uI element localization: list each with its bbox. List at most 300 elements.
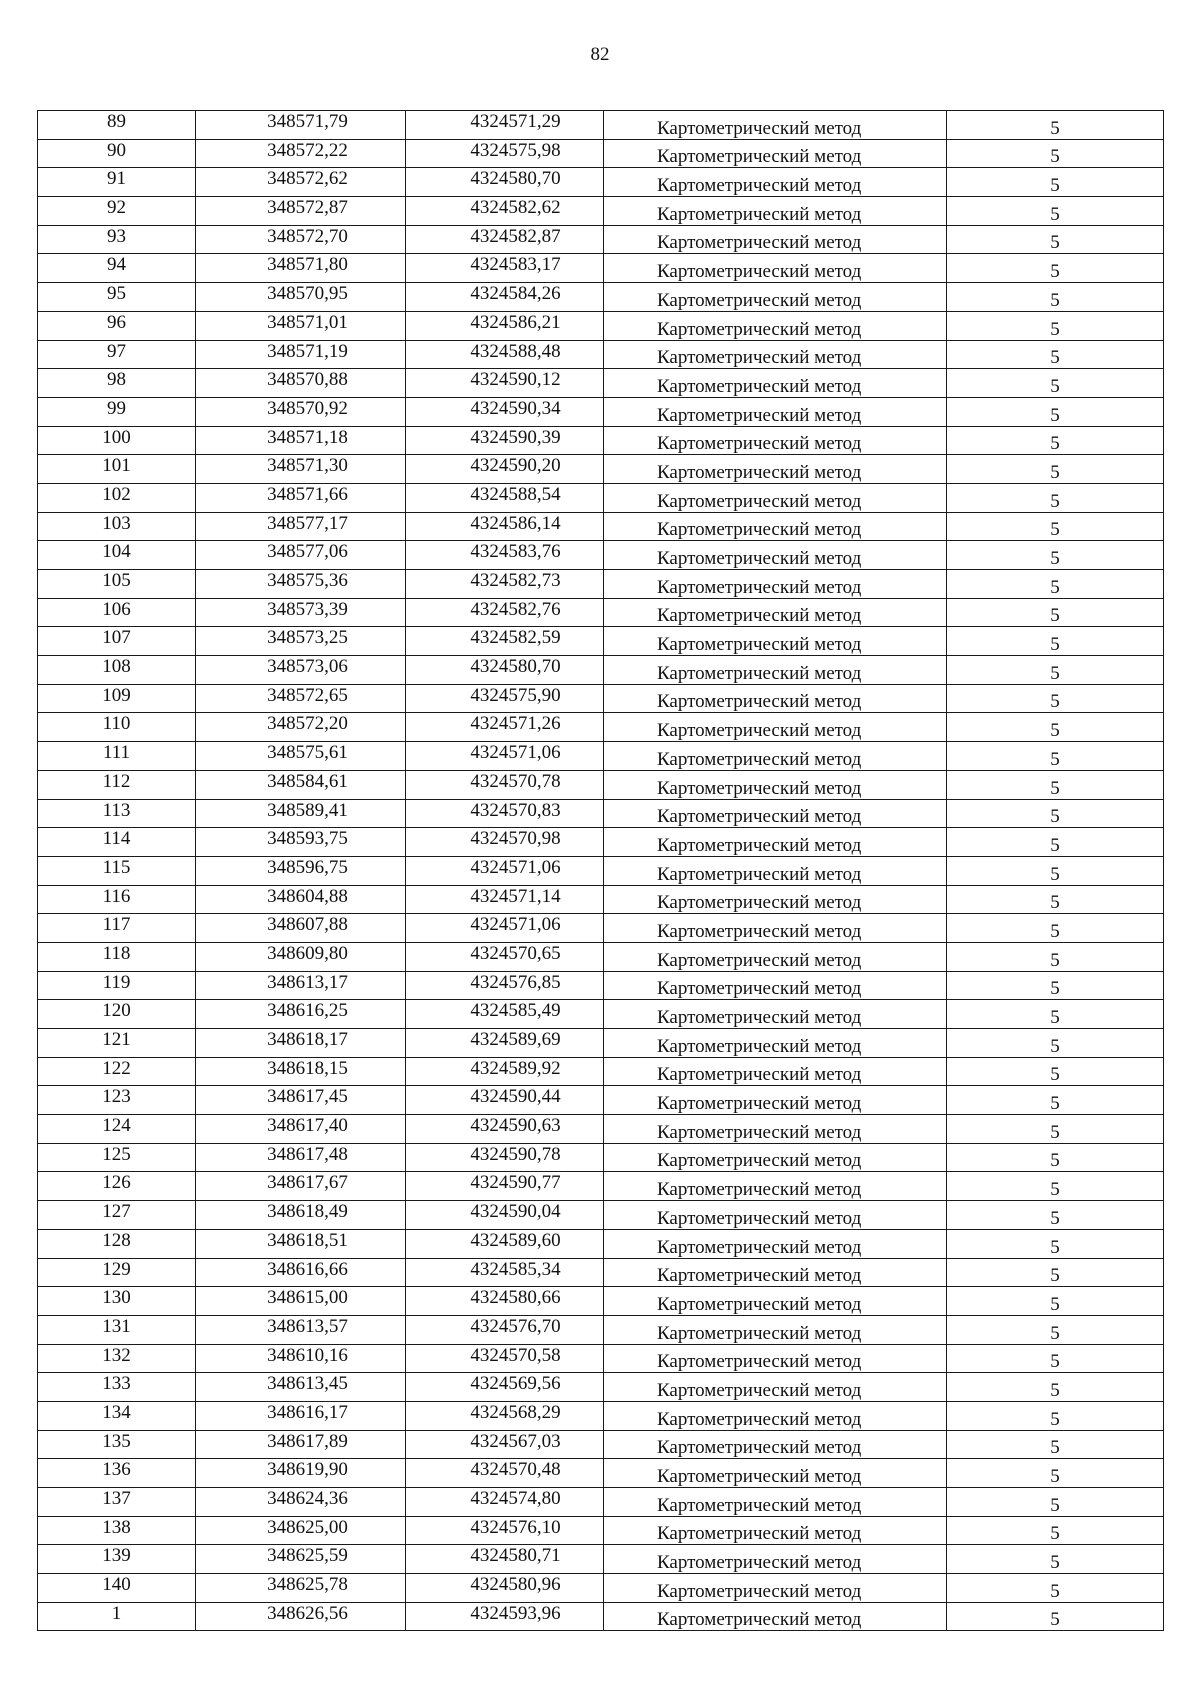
method-cell: Картометрический метод	[604, 225, 947, 254]
coordinates-table-body	[38, 111, 1164, 1631]
y-coordinate-cell: 4324590,77	[406, 1172, 604, 1201]
x-coordinate-cell: 348572,20	[196, 713, 406, 742]
table-row	[38, 1057, 1164, 1086]
method-cell: Картометрический метод	[604, 1057, 947, 1086]
method-cell: Картометрический метод	[604, 570, 947, 599]
x-coordinate-cell: 348618,49	[196, 1201, 406, 1230]
point-number-cell: 112	[38, 770, 196, 799]
point-number-cell: 108	[38, 656, 196, 685]
y-coordinate-cell: 4324571,29	[406, 111, 604, 140]
point-number-cell: 111	[38, 742, 196, 771]
y-coordinate-cell: 4324585,49	[406, 1000, 604, 1029]
method-cell: Картометрический метод	[604, 914, 947, 943]
accuracy-cell: 5	[947, 1315, 1164, 1344]
table-row	[38, 1115, 1164, 1144]
point-number-cell: 99	[38, 397, 196, 426]
accuracy-cell: 5	[947, 225, 1164, 254]
accuracy-cell: 5	[947, 111, 1164, 140]
accuracy-cell: 5	[947, 1602, 1164, 1631]
table-row	[38, 713, 1164, 742]
accuracy-cell: 5	[947, 1545, 1164, 1574]
method-cell: Картометрический метод	[604, 541, 947, 570]
x-coordinate-cell: 348613,57	[196, 1315, 406, 1344]
point-number-cell: 103	[38, 512, 196, 541]
method-cell: Картометрический метод	[604, 139, 947, 168]
accuracy-cell: 5	[947, 197, 1164, 226]
table-row	[38, 684, 1164, 713]
method-cell: Картометрический метод	[604, 627, 947, 656]
x-coordinate-cell: 348571,19	[196, 340, 406, 369]
method-cell: Картометрический метод	[604, 1459, 947, 1488]
x-coordinate-cell: 348626,56	[196, 1602, 406, 1631]
point-number-cell: 132	[38, 1344, 196, 1373]
method-cell: Картометрический метод	[604, 512, 947, 541]
y-coordinate-cell: 4324580,66	[406, 1287, 604, 1316]
accuracy-cell: 5	[947, 770, 1164, 799]
coordinates-table	[37, 110, 1164, 1631]
x-coordinate-cell: 348624,36	[196, 1488, 406, 1517]
point-number-cell: 115	[38, 856, 196, 885]
table-row	[38, 570, 1164, 599]
table-row	[38, 1602, 1164, 1631]
method-cell: Картометрический метод	[604, 1602, 947, 1631]
accuracy-cell: 5	[947, 942, 1164, 971]
method-cell: Картометрический метод	[604, 455, 947, 484]
table-row	[38, 1143, 1164, 1172]
method-cell: Картометрический метод	[604, 885, 947, 914]
accuracy-cell: 5	[947, 971, 1164, 1000]
accuracy-cell: 5	[947, 627, 1164, 656]
table-row	[38, 1545, 1164, 1574]
method-cell: Картометрический метод	[604, 1344, 947, 1373]
x-coordinate-cell: 348617,67	[196, 1172, 406, 1201]
method-cell: Картометрический метод	[604, 684, 947, 713]
table-row	[38, 828, 1164, 857]
x-coordinate-cell: 348625,59	[196, 1545, 406, 1574]
y-coordinate-cell: 4324568,29	[406, 1401, 604, 1430]
method-cell: Картометрический метод	[604, 770, 947, 799]
table-row	[38, 397, 1164, 426]
point-number-cell: 127	[38, 1201, 196, 1230]
table-row	[38, 1516, 1164, 1545]
y-coordinate-cell: 4324582,73	[406, 570, 604, 599]
point-number-cell: 89	[38, 111, 196, 140]
accuracy-cell: 5	[947, 168, 1164, 197]
y-coordinate-cell: 4324588,48	[406, 340, 604, 369]
point-number-cell: 137	[38, 1488, 196, 1517]
y-coordinate-cell: 4324589,60	[406, 1229, 604, 1258]
table-row	[38, 311, 1164, 340]
point-number-cell: 110	[38, 713, 196, 742]
x-coordinate-cell: 348570,88	[196, 369, 406, 398]
method-cell: Картометрический метод	[604, 311, 947, 340]
accuracy-cell: 5	[947, 1057, 1164, 1086]
table-row	[38, 799, 1164, 828]
method-cell: Картометрический метод	[604, 713, 947, 742]
y-coordinate-cell: 4324571,06	[406, 742, 604, 771]
point-number-cell: 139	[38, 1545, 196, 1574]
x-coordinate-cell: 348610,16	[196, 1344, 406, 1373]
table-row	[38, 856, 1164, 885]
y-coordinate-cell: 4324590,63	[406, 1115, 604, 1144]
table-row	[38, 1488, 1164, 1517]
x-coordinate-cell: 348615,00	[196, 1287, 406, 1316]
method-cell: Картометрический метод	[604, 1229, 947, 1258]
y-coordinate-cell: 4324576,70	[406, 1315, 604, 1344]
table-row	[38, 1258, 1164, 1287]
x-coordinate-cell: 348596,75	[196, 856, 406, 885]
y-coordinate-cell: 4324576,85	[406, 971, 604, 1000]
x-coordinate-cell: 348617,45	[196, 1086, 406, 1115]
method-cell: Картометрический метод	[604, 369, 947, 398]
y-coordinate-cell: 4324589,69	[406, 1029, 604, 1058]
method-cell: Картометрический метод	[604, 1516, 947, 1545]
accuracy-cell: 5	[947, 914, 1164, 943]
accuracy-cell: 5	[947, 1574, 1164, 1603]
table-row	[38, 656, 1164, 685]
table-row	[38, 168, 1164, 197]
method-cell: Картометрический метод	[604, 1315, 947, 1344]
method-cell: Картометрический метод	[604, 1373, 947, 1402]
table-row	[38, 1086, 1164, 1115]
point-number-cell: 101	[38, 455, 196, 484]
table-row	[38, 598, 1164, 627]
y-coordinate-cell: 4324570,78	[406, 770, 604, 799]
accuracy-cell: 5	[947, 1000, 1164, 1029]
accuracy-cell: 5	[947, 1488, 1164, 1517]
table-row	[38, 942, 1164, 971]
table-row	[38, 1574, 1164, 1603]
x-coordinate-cell: 348571,01	[196, 311, 406, 340]
y-coordinate-cell: 4324571,06	[406, 914, 604, 943]
table-row	[38, 770, 1164, 799]
x-coordinate-cell: 348573,06	[196, 656, 406, 685]
table-row	[38, 971, 1164, 1000]
point-number-cell: 128	[38, 1229, 196, 1258]
point-number-cell: 140	[38, 1574, 196, 1603]
x-coordinate-cell: 348589,41	[196, 799, 406, 828]
x-coordinate-cell: 348625,78	[196, 1574, 406, 1603]
point-number-cell: 92	[38, 197, 196, 226]
x-coordinate-cell: 348613,45	[196, 1373, 406, 1402]
y-coordinate-cell: 4324593,96	[406, 1602, 604, 1631]
method-cell: Картометрический метод	[604, 971, 947, 1000]
point-number-cell: 138	[38, 1516, 196, 1545]
accuracy-cell: 5	[947, 684, 1164, 713]
accuracy-cell: 5	[947, 340, 1164, 369]
point-number-cell: 121	[38, 1029, 196, 1058]
accuracy-cell: 5	[947, 1172, 1164, 1201]
table-row	[38, 1373, 1164, 1402]
accuracy-cell: 5	[947, 512, 1164, 541]
method-cell: Картометрический метод	[604, 283, 947, 312]
accuracy-cell: 5	[947, 1086, 1164, 1115]
point-number-cell: 106	[38, 598, 196, 627]
method-cell: Картометрический метод	[604, 397, 947, 426]
accuracy-cell: 5	[947, 656, 1164, 685]
x-coordinate-cell: 348616,66	[196, 1258, 406, 1287]
accuracy-cell: 5	[947, 799, 1164, 828]
table-row	[38, 914, 1164, 943]
method-cell: Картометрический метод	[604, 828, 947, 857]
x-coordinate-cell: 348617,40	[196, 1115, 406, 1144]
accuracy-cell: 5	[947, 885, 1164, 914]
x-coordinate-cell: 348575,36	[196, 570, 406, 599]
table-row	[38, 340, 1164, 369]
point-number-cell: 91	[38, 168, 196, 197]
table-row	[38, 455, 1164, 484]
table-row	[38, 1029, 1164, 1058]
y-coordinate-cell: 4324590,12	[406, 369, 604, 398]
x-coordinate-cell: 348616,17	[196, 1401, 406, 1430]
y-coordinate-cell: 4324567,03	[406, 1430, 604, 1459]
table-row	[38, 627, 1164, 656]
accuracy-cell: 5	[947, 856, 1164, 885]
y-coordinate-cell: 4324590,34	[406, 397, 604, 426]
method-cell: Картометрический метод	[604, 1287, 947, 1316]
table-row	[38, 512, 1164, 541]
x-coordinate-cell: 348570,92	[196, 397, 406, 426]
accuracy-cell: 5	[947, 1229, 1164, 1258]
point-number-cell: 113	[38, 799, 196, 828]
point-number-cell: 96	[38, 311, 196, 340]
method-cell: Картометрический метод	[604, 742, 947, 771]
method-cell: Картометрический метод	[604, 1545, 947, 1574]
accuracy-cell: 5	[947, 1287, 1164, 1316]
x-coordinate-cell: 348604,88	[196, 885, 406, 914]
y-coordinate-cell: 4324583,17	[406, 254, 604, 283]
accuracy-cell: 5	[947, 598, 1164, 627]
method-cell: Картометрический метод	[604, 1488, 947, 1517]
y-coordinate-cell: 4324590,04	[406, 1201, 604, 1230]
table-row	[38, 1315, 1164, 1344]
point-number-cell: 116	[38, 885, 196, 914]
point-number-cell: 126	[38, 1172, 196, 1201]
x-coordinate-cell: 348609,80	[196, 942, 406, 971]
accuracy-cell: 5	[947, 1258, 1164, 1287]
x-coordinate-cell: 348572,70	[196, 225, 406, 254]
accuracy-cell: 5	[947, 139, 1164, 168]
table-row	[38, 1000, 1164, 1029]
accuracy-cell: 5	[947, 426, 1164, 455]
method-cell: Картометрический метод	[604, 1172, 947, 1201]
table-row	[38, 369, 1164, 398]
y-coordinate-cell: 4324582,87	[406, 225, 604, 254]
y-coordinate-cell: 4324570,83	[406, 799, 604, 828]
point-number-cell: 94	[38, 254, 196, 283]
y-coordinate-cell: 4324588,54	[406, 483, 604, 512]
method-cell: Картометрический метод	[604, 1574, 947, 1603]
y-coordinate-cell: 4324582,59	[406, 627, 604, 656]
x-coordinate-cell: 348571,79	[196, 111, 406, 140]
y-coordinate-cell: 4324582,76	[406, 598, 604, 627]
accuracy-cell: 5	[947, 397, 1164, 426]
point-number-cell: 135	[38, 1430, 196, 1459]
accuracy-cell: 5	[947, 311, 1164, 340]
y-coordinate-cell: 4324586,21	[406, 311, 604, 340]
table-row	[38, 1287, 1164, 1316]
y-coordinate-cell: 4324585,34	[406, 1258, 604, 1287]
x-coordinate-cell: 348617,48	[196, 1143, 406, 1172]
y-coordinate-cell: 4324589,92	[406, 1057, 604, 1086]
table-row	[38, 1172, 1164, 1201]
method-cell: Картометрический метод	[604, 1029, 947, 1058]
method-cell: Картометрический метод	[604, 1000, 947, 1029]
y-coordinate-cell: 4324569,56	[406, 1373, 604, 1402]
accuracy-cell: 5	[947, 254, 1164, 283]
method-cell: Картометрический метод	[604, 598, 947, 627]
point-number-cell: 122	[38, 1057, 196, 1086]
accuracy-cell: 5	[947, 828, 1164, 857]
table-row	[38, 1401, 1164, 1430]
accuracy-cell: 5	[947, 1373, 1164, 1402]
y-coordinate-cell: 4324583,76	[406, 541, 604, 570]
table-row	[38, 885, 1164, 914]
accuracy-cell: 5	[947, 455, 1164, 484]
x-coordinate-cell: 348617,89	[196, 1430, 406, 1459]
table-row	[38, 1229, 1164, 1258]
y-coordinate-cell: 4324582,62	[406, 197, 604, 226]
x-coordinate-cell: 348571,18	[196, 426, 406, 455]
point-number-cell: 123	[38, 1086, 196, 1115]
point-number-cell: 130	[38, 1287, 196, 1316]
table-row	[38, 254, 1164, 283]
table-row	[38, 283, 1164, 312]
y-coordinate-cell: 4324571,26	[406, 713, 604, 742]
x-coordinate-cell: 348618,51	[196, 1229, 406, 1258]
point-number-cell: 90	[38, 139, 196, 168]
point-number-cell: 104	[38, 541, 196, 570]
point-number-cell: 118	[38, 942, 196, 971]
point-number-cell: 107	[38, 627, 196, 656]
x-coordinate-cell: 348571,66	[196, 483, 406, 512]
y-coordinate-cell: 4324580,70	[406, 168, 604, 197]
method-cell: Картометрический метод	[604, 799, 947, 828]
point-number-cell: 119	[38, 971, 196, 1000]
table-row	[38, 139, 1164, 168]
accuracy-cell: 5	[947, 483, 1164, 512]
method-cell: Картометрический метод	[604, 1258, 947, 1287]
y-coordinate-cell: 4324571,06	[406, 856, 604, 885]
table-row	[38, 1459, 1164, 1488]
x-coordinate-cell: 348571,80	[196, 254, 406, 283]
point-number-cell: 133	[38, 1373, 196, 1402]
table-row	[38, 1201, 1164, 1230]
method-cell: Картометрический метод	[604, 1143, 947, 1172]
y-coordinate-cell: 4324571,14	[406, 885, 604, 914]
point-number-cell: 120	[38, 1000, 196, 1029]
accuracy-cell: 5	[947, 713, 1164, 742]
point-number-cell: 125	[38, 1143, 196, 1172]
x-coordinate-cell: 348618,15	[196, 1057, 406, 1086]
method-cell: Картометрический метод	[604, 340, 947, 369]
point-number-cell: 100	[38, 426, 196, 455]
method-cell: Картометрический метод	[604, 168, 947, 197]
method-cell: Картометрический метод	[604, 1430, 947, 1459]
y-coordinate-cell: 4324590,44	[406, 1086, 604, 1115]
y-coordinate-cell: 4324580,71	[406, 1545, 604, 1574]
accuracy-cell: 5	[947, 570, 1164, 599]
point-number-cell: 93	[38, 225, 196, 254]
y-coordinate-cell: 4324570,98	[406, 828, 604, 857]
point-number-cell: 95	[38, 283, 196, 312]
y-coordinate-cell: 4324590,20	[406, 455, 604, 484]
x-coordinate-cell: 348618,17	[196, 1029, 406, 1058]
point-number-cell: 1	[38, 1602, 196, 1631]
point-number-cell: 124	[38, 1115, 196, 1144]
point-number-cell: 109	[38, 684, 196, 713]
y-coordinate-cell: 4324586,14	[406, 512, 604, 541]
x-coordinate-cell: 348616,25	[196, 1000, 406, 1029]
x-coordinate-cell: 348593,75	[196, 828, 406, 857]
accuracy-cell: 5	[947, 1143, 1164, 1172]
point-number-cell: 129	[38, 1258, 196, 1287]
x-coordinate-cell: 348571,30	[196, 455, 406, 484]
point-number-cell: 134	[38, 1401, 196, 1430]
accuracy-cell: 5	[947, 1430, 1164, 1459]
table-row	[38, 541, 1164, 570]
point-number-cell: 117	[38, 914, 196, 943]
x-coordinate-cell: 348570,95	[196, 283, 406, 312]
x-coordinate-cell: 348625,00	[196, 1516, 406, 1545]
method-cell: Картометрический метод	[604, 856, 947, 885]
method-cell: Картометрический метод	[604, 197, 947, 226]
accuracy-cell: 5	[947, 1201, 1164, 1230]
point-number-cell: 98	[38, 369, 196, 398]
accuracy-cell: 5	[947, 1516, 1164, 1545]
y-coordinate-cell: 4324576,10	[406, 1516, 604, 1545]
y-coordinate-cell: 4324584,26	[406, 283, 604, 312]
method-cell: Картометрический метод	[604, 1401, 947, 1430]
x-coordinate-cell: 348572,65	[196, 684, 406, 713]
point-number-cell: 136	[38, 1459, 196, 1488]
y-coordinate-cell: 4324590,78	[406, 1143, 604, 1172]
accuracy-cell: 5	[947, 541, 1164, 570]
accuracy-cell: 5	[947, 742, 1164, 771]
x-coordinate-cell: 348607,88	[196, 914, 406, 943]
method-cell: Картометрический метод	[604, 111, 947, 140]
accuracy-cell: 5	[947, 1459, 1164, 1488]
point-number-cell: 97	[38, 340, 196, 369]
method-cell: Картометрический метод	[604, 656, 947, 685]
table-row	[38, 426, 1164, 455]
method-cell: Картометрический метод	[604, 1115, 947, 1144]
accuracy-cell: 5	[947, 1115, 1164, 1144]
x-coordinate-cell: 348572,22	[196, 139, 406, 168]
table-row	[38, 742, 1164, 771]
y-coordinate-cell: 4324580,96	[406, 1574, 604, 1603]
x-coordinate-cell: 348584,61	[196, 770, 406, 799]
y-coordinate-cell: 4324574,80	[406, 1488, 604, 1517]
x-coordinate-cell: 348619,90	[196, 1459, 406, 1488]
point-number-cell: 102	[38, 483, 196, 512]
table-row	[38, 225, 1164, 254]
x-coordinate-cell: 348613,17	[196, 971, 406, 1000]
page-number: 82	[590, 44, 610, 65]
x-coordinate-cell: 348573,25	[196, 627, 406, 656]
accuracy-cell: 5	[947, 1401, 1164, 1430]
x-coordinate-cell: 348572,62	[196, 168, 406, 197]
point-number-cell: 105	[38, 570, 196, 599]
method-cell: Картометрический метод	[604, 426, 947, 455]
point-number-cell: 114	[38, 828, 196, 857]
accuracy-cell: 5	[947, 1344, 1164, 1373]
x-coordinate-cell: 348572,87	[196, 197, 406, 226]
method-cell: Картометрический метод	[604, 483, 947, 512]
accuracy-cell: 5	[947, 1029, 1164, 1058]
table-row	[38, 483, 1164, 512]
accuracy-cell: 5	[947, 369, 1164, 398]
